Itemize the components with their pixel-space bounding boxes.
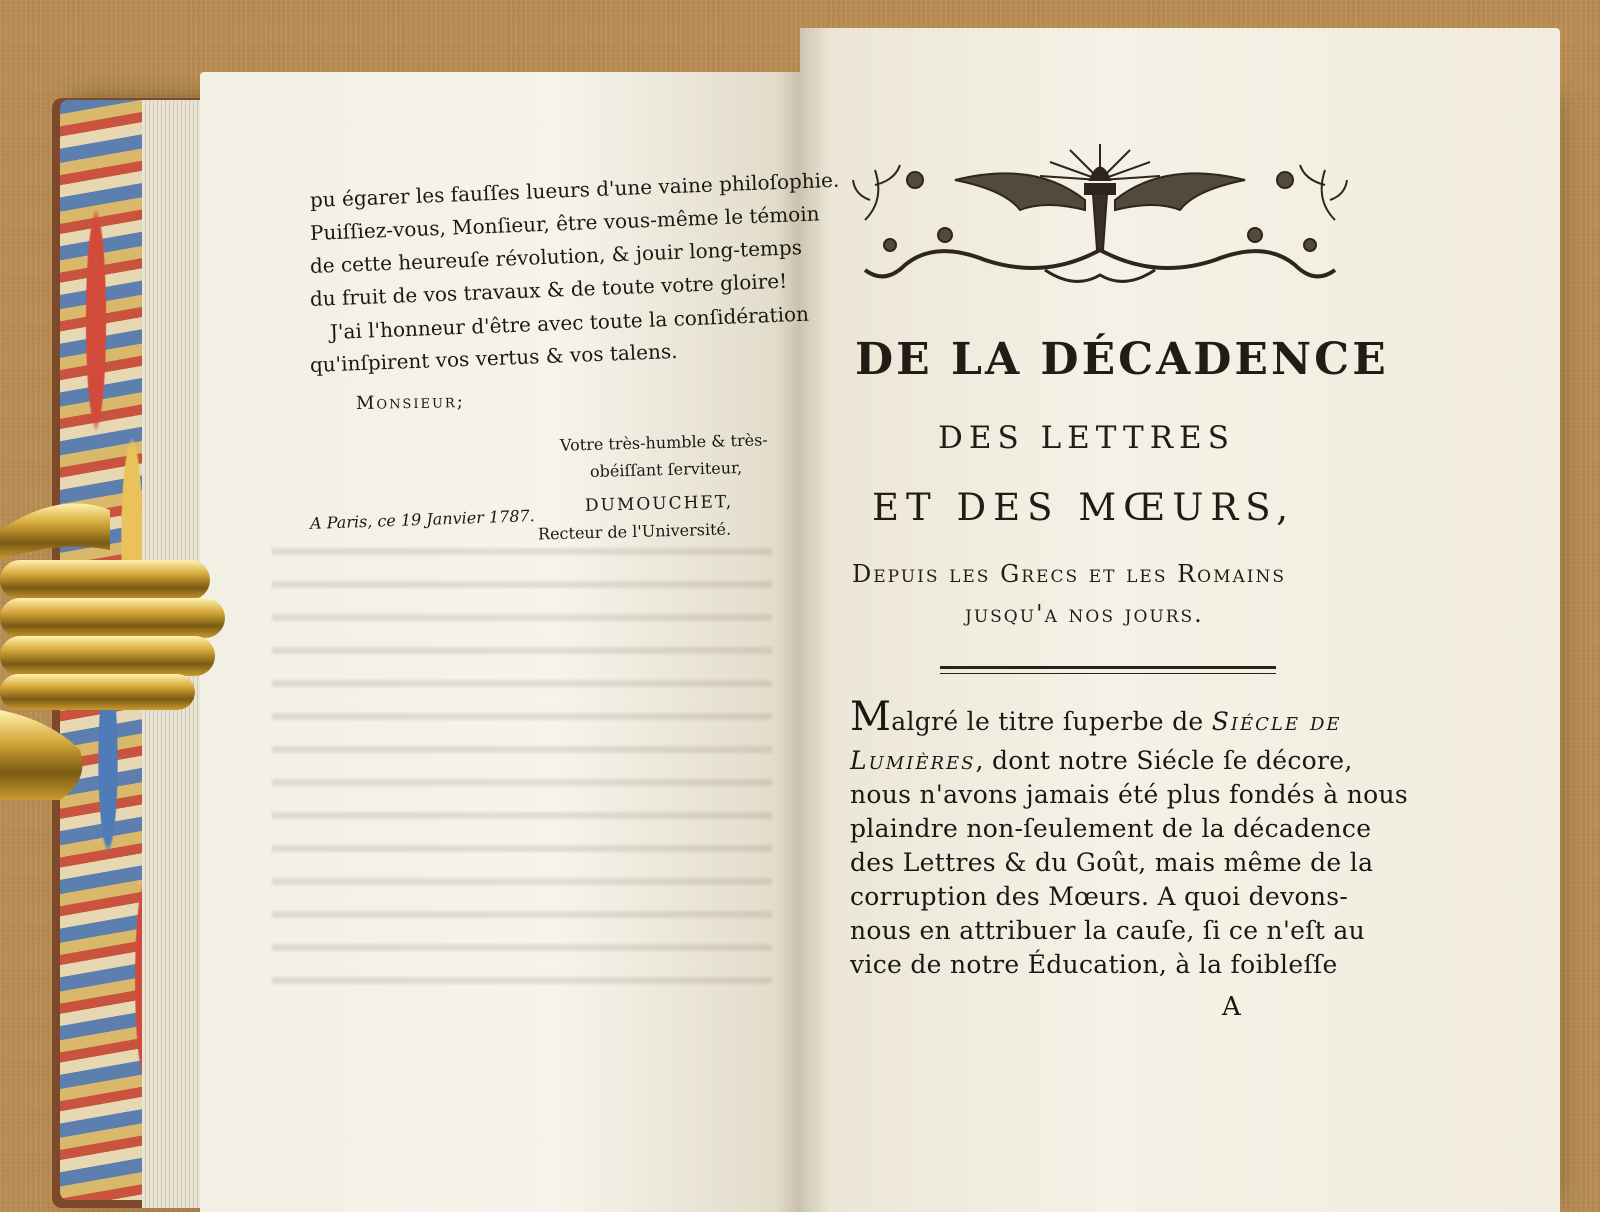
drop-cap: M — [850, 694, 892, 740]
body-line-1-italic: Siécle de — [1211, 707, 1342, 736]
body-line-5: des Lettres & du Goût, mais même de la — [850, 848, 1374, 877]
show-through-text — [272, 548, 772, 988]
date-line: A Paris, ce 19 Janvier 1787. — [309, 506, 536, 533]
decorative-ornament — [845, 140, 1355, 310]
body-line-1 — [850, 694, 1342, 740]
title-line-3: ET DES MŒURS, — [872, 486, 1296, 529]
brass-hand-bookholder — [0, 490, 240, 810]
left-line-2: Puiſſiez-vous, Monſieur, être vous-même le témoin — [309, 201, 820, 245]
body-line-2-italic: Lumières — [850, 746, 976, 775]
title-line-2: DES LETTRES — [938, 420, 1235, 456]
body-line-6: corruption des Mœurs. A quoi devons- — [850, 882, 1349, 911]
body-line-3: nous n'avons jamais été plus fondés à nous — [850, 780, 1408, 809]
closing-line-1: Votre très-humble & très- — [559, 430, 768, 455]
signature: DUMOUCHET, — [584, 492, 734, 516]
left-line-6: qu'inſpirent vos vertus & vos talens. — [309, 338, 678, 377]
closing-line-2: obéiſſant ſerviteur, — [589, 458, 743, 481]
left-line-4: du fruit de vos travaux & de toute votre gloire! — [309, 268, 788, 311]
body-line-2-text: , dont notre Siécle ſe décore, — [975, 746, 1353, 775]
body-line-2 — [850, 746, 1353, 775]
left-line-3: de cette heureuſe révolution, & jouir long-temps — [309, 235, 803, 278]
body-line-4: plaindre non-ſeulement de la décadence — [850, 814, 1372, 843]
double-rule-top — [940, 666, 1276, 669]
salutation: Monsieur; — [355, 391, 465, 414]
subtitle-line-1: Depuis les Grecs et les Romains — [852, 560, 1287, 588]
left-line-1: pu égarer les fauſſes lueurs d'une vaine philoſophie. — [309, 167, 840, 212]
body-line-1-text: algré le titre ſuperbe de — [891, 707, 1212, 736]
body-line-7: nous en attribuer la cauſe, ſi ce n'eſt au — [850, 916, 1365, 945]
double-rule-bottom — [940, 673, 1276, 674]
signature-mark: A — [1222, 992, 1241, 1022]
subtitle-line-2: jusqu'a nos jours. — [965, 600, 1204, 628]
signature-title: Recteur de l'Université. — [537, 519, 732, 544]
title-line-1: DE LA DÉCADENCE — [855, 334, 1389, 385]
left-line-5: J'ai l'honneur d'être avec toute la conſidération — [329, 301, 810, 344]
body-line-8: vice de notre Éducation, à la foibleſſe — [850, 950, 1338, 979]
